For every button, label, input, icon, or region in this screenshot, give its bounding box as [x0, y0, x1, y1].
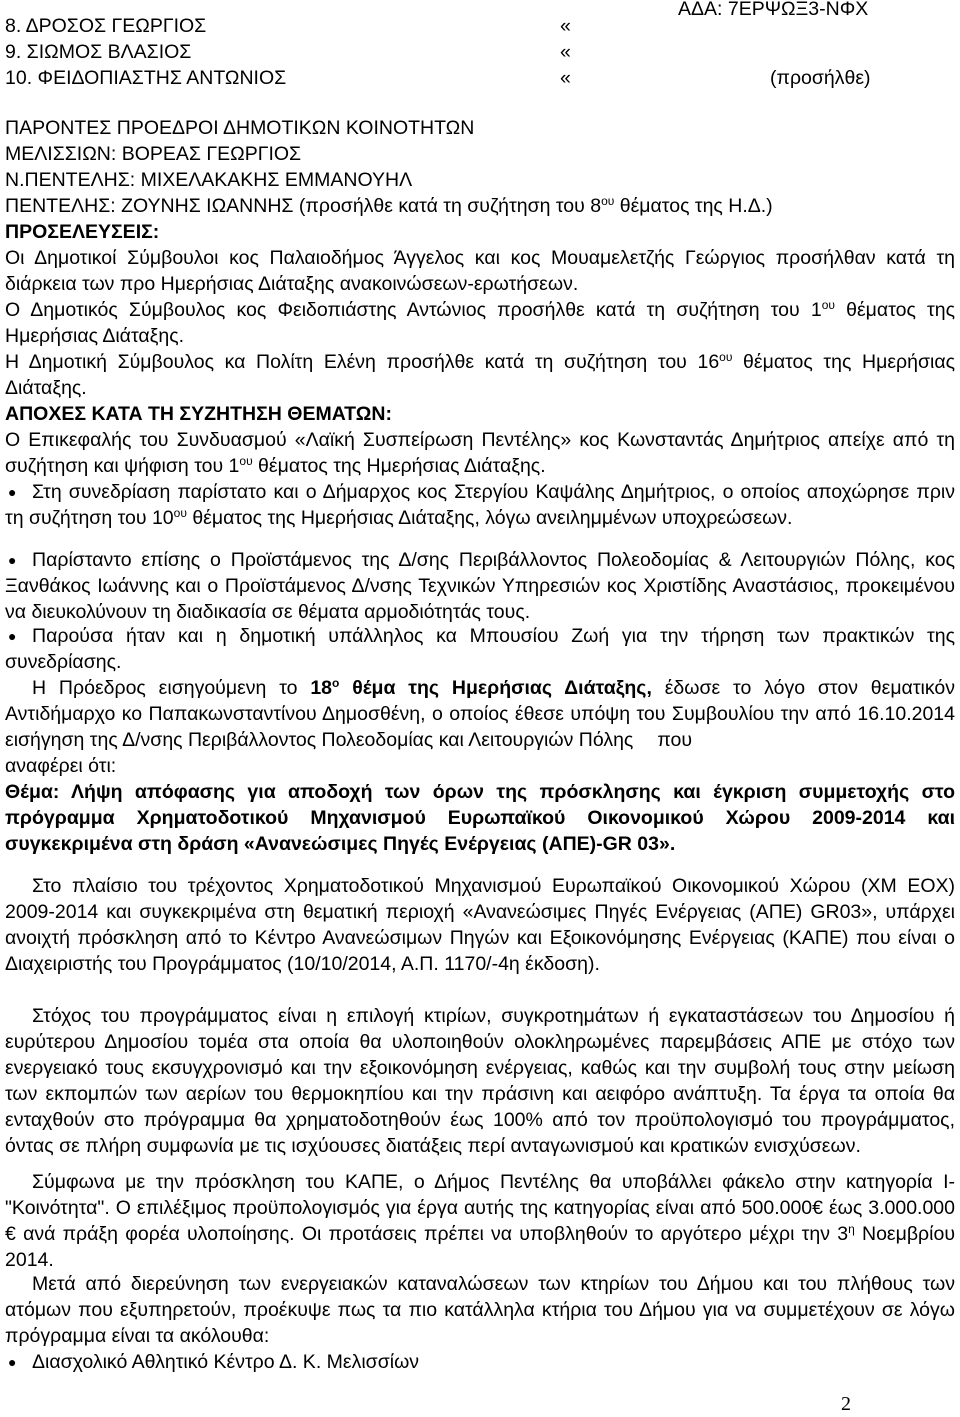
arrival-note: (προσήλθε)	[770, 67, 871, 89]
intro-continuation: αναφέρει ότι:	[5, 755, 117, 777]
presidents-heading: ΠΑΡΟΝΤΕΣ ΠΡΟΕΔΡΟΙ ΔΗΜΟΤΙΚΩΝ ΚΟΙΝΟΤΗΤΩΝ	[5, 117, 475, 139]
bullet-item: ● Παρούσα ήταν και η δημοτική υπάλληλος κα Μπουσίου Ζωή για την τήρηση των πρακτικών της συνεδρίασης.	[5, 625, 955, 673]
ditto-mark: «	[560, 15, 571, 37]
body-paragraph-4: Μετά από διερεύνηση των ενεργειακών καταναλώσεων των κτηρίων του Δήμου και του πλήθους των ατόμων που εξυπηρετούν, προέκυψε πως τα πιο κατάλληλα κτήρια του Δήμου για να συμμετέχουν σε λόγω πρόγραμμα είναι τα ακόλουθα:	[5, 1273, 955, 1347]
subject-paragraph: Θέμα: Λήψη απόφασης για αποδοχή των όρων της πρόσκλησης και έγκριση συμμετοχής στο πρόγραμμα Χρηματοδοτικού Μηχανισμού Ευρωπαϊκού Οικονομικού Χώρου 2009-2014 και συγκεκριμένα στη δράση «Ανανεώσιμες Πηγές Ενέργειας (ΑΠΕ)-GR 03».	[5, 781, 955, 855]
arrivals-paragraph-2: Ο Δημοτικός Σύμβουλος κος Φειδοπιάστης Αντώνιος προσήλθε κατά τη συζήτηση του $1^{o\upsilon}$ θέματος της Ημερήσιας Διάταξης.	[5, 298, 955, 347]
bullet-item: ● Στη συνεδρίαση παρίστατο και ο Δήμαρχος κος Στεργίου Καψάλης Δημήτριος, ο οποίος αποχώρησε πριν τη συζήτηση του $10^{o\upsilon}$ θέματος της Ημερήσιας Διάταξης, λόγω ανειλημμένων υποχρεώσεων.	[5, 481, 955, 529]
presidents-section	[5, 115, 955, 219]
president-n-penteli: Ν.ΠΕΝΤΕΛΗΣ: ΜΙΧΕΛΑΚΑΚΗΣ ΕΜΜΑΝΟΥΗΛ	[5, 169, 413, 191]
bullet-item: ● Διασχολικό Αθλητικό Κέντρο Δ. Κ. Μελισσίων	[8, 1351, 420, 1373]
abstentions-section	[5, 401, 955, 479]
ditto-mark: «	[560, 67, 571, 89]
bullet-icon: ●	[8, 484, 17, 500]
body-paragraph-3: Σύμφωνα με την πρόσκληση του ΚΑΠΕ, ο Δήμος Πεντέλης θα υποβάλλει φάκελο στην κατηγορία Ι- "Κοινότητα". Ο επιλέξιμος προϋπολογισμός για έργα αυτής της κατηγορίας είναι από 500.000€ έως 3.000.000 € ανά πράξη φορέα υλοποίησης. Οι προτάσεις πρέπει να υποβληθούν το αργότερο μέχρι την $3^\eta$ Νοεμβρίου 2014.	[5, 1171, 955, 1271]
arrivals-paragraph-3: Η Δημοτική Σύμβουλος κα Πολίτη Ελένη προσήλθε κατά τη συζήτηση του $16^{o\upsilon}$ θέματος της Ημερήσιας Διάταξης.	[5, 350, 955, 399]
member-row-9: 9. ΣΙΩΜΟΣ ΒΛΑΣΙΟΣ	[5, 41, 192, 63]
bullet-icon: ●	[8, 628, 17, 644]
bullet-item: ● Παρίσταντο επίσης ο Προϊστάμενος της Δ/σης Περιβάλλοντος Πολεοδομίας & Λειτουργιών Πόλης, κος Ξανθάκος Ιωάννης και ο Προϊστάμενος Δ/νσης Τεχνικών Υπηρεσιών κος Χριστίδης Αναστάσιος, προκειμένου να διευκολύνουν τη διαδικασία σε θέματα αρμοδιότητάς τους.	[5, 549, 955, 623]
abstentions-heading: ΑΠΟΧΕΣ ΚΑΤΑ ΤΗ ΣΥΖΗΤΗΣΗ ΘΕΜΑΤΩΝ:	[5, 403, 392, 425]
member-row-8: 8. ΔΡΟΣΟΣ ΓΕΩΡΓΙΟΣ	[5, 15, 207, 37]
body-paragraph-2: Στόχος του προγράμματος είναι η επιλογή κτιρίων, συγκροτημάτων ή εγκαταστάσεων του Δημοσίου ή ευρύτερου Δημοσίου τομέα στα οποία θα υλοποιηθούν ολοκληρωμένες παρεμβάσεις ΑΠΕ με στόχο των ενεργειακό τους εκσυγχρονισμό και την εξοικονόμηση ενέργειας, καθώς και την συμβολή τους στην μείωση των εκπομπών των αερίων του θερμοκηπίου και την πράσινη και αειφόρο ανάπτυξη. Τα έργα τα οποία θα ενταχθούν στο πρόγραμμα θα χρηματοδοτηθούν έως 100% από τον προϋπολογισμό του προγράμματος, όντας σε πλήρη συμφωνία με τις ισχύουσες διατάξεις περί ανταγωνισμού και κρατικών ενισχύσεων.	[5, 1005, 955, 1157]
member-row-10: 10. ΦΕΙΔΟΠΙΑΣΤΗΣ ΑΝΤΩΝΙΟΣ	[5, 67, 287, 89]
intro-paragraph: Η Πρόεδρος εισηγούμενη το $18^o$ θέμα της Ημερήσιας Διάταξης, έδωσε το λόγο στον θεματικόν Αντιδήμαρχο κο Παπακωνσταντίνου Δημοσθένη, ο οποίος έθεσε υπόψη του Συμβουλίου την από 16.10.2014 εισήγηση της Δ/νσης Περιβάλλοντος Πολεοδομίας και Λειτουργιών Πόλης που	[5, 676, 955, 751]
abstentions-paragraph: Ο Επικεφαλής του Συνδυασμού «Λαϊκή Συσπείρωση Πεντέλης» κος Κωνσταντάς Δημήτριος απείχε από τη συζήτηση και ψήφιση του $1^{o\upsilon}$ θέματος της Ημερήσιας Διάταξης.	[5, 429, 955, 477]
arrivals-heading: ΠΡΟΣΕΛΕΥΣΕΙΣ:	[5, 221, 160, 243]
bullet-icon: ●	[8, 552, 17, 568]
page-number: 2	[841, 1393, 851, 1415]
arrivals-section	[5, 219, 955, 401]
president-penteli: ΠΕΝΤΕΛΗΣ: ΖΟΥΝΗΣ ΙΩΑΝΝΗΣ (προσήλθε κατά τη συζήτηση του $8^{o\upsilon}$ θέματος της Η.Δ.)	[5, 194, 773, 217]
president-melissia: ΜΕΛΙΣΣΙΩΝ: ΒΟΡΕΑΣ ΓΕΩΡΓΙΟΣ	[5, 143, 302, 165]
arrivals-paragraph-1: Οι Δημοτικοί Σύμβουλοι κος Παλαιοδήμος Άγγελος και κος Μουαμελετζής Γεώργιος προσήλθαν κατά τη διάρκεια των προ Ημερήσιας Διάταξης ανακοινώσεων-ερωτήσεων.	[5, 247, 955, 295]
ditto-mark: «	[560, 41, 571, 63]
bullet-icon: ●	[8, 1354, 17, 1370]
ada-code: ΑΔΑ: 7ΕΡΨΩΞ3-ΝΦΧ	[678, 0, 869, 20]
body-paragraph-1: Στο πλαίσιο του τρέχοντος Χρηματοδοτικού Μηχανισμού Ευρωπαϊκού Οικονομικού Χώρου (ΧΜ ΕΟΧ) 2009-2014 και συγκεκριμένα στη θεματική περιοχή «Ανανεώσιμες Πηγές Ενέργειας (ΑΠΕ) GR03», υπάρχει ανοιχτή πρόσκληση από το Κέντρο Ανανεώσιμων Πηγών και Εξοικονόμησης Ενέργειας (ΚΑΠΕ) που είναι ο Διαχειριστής του Προγράμματος (10/10/2014, Α.Π. 1170/-4η έκδοση).	[5, 875, 955, 975]
